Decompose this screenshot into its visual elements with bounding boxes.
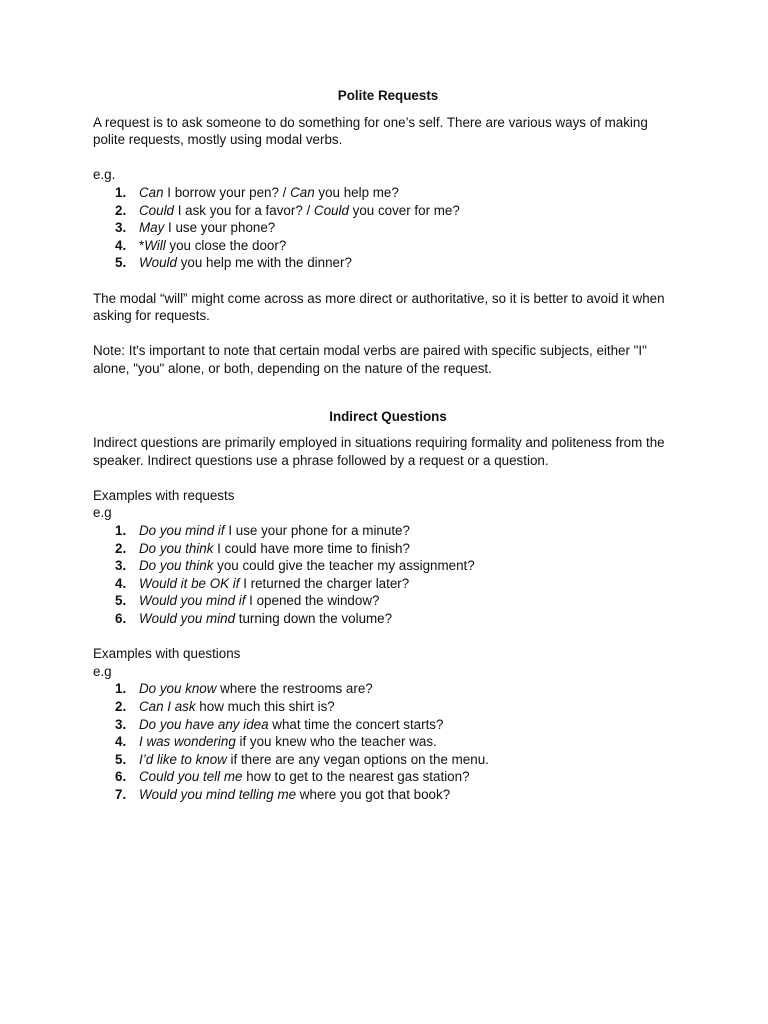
- lead-phrase: I was wondering: [139, 734, 236, 750]
- list-item: [115, 698, 683, 716]
- note-paragraph: Note: It's important to note that certain modal verbs are paired with specific subjects, either "I" alone, "you" alone, or both, depending on the nature of the request.: [93, 343, 647, 376]
- text-segment: I could have more time to finish?: [213, 540, 410, 556]
- list-item-text: [139, 575, 409, 593]
- list-item: [115, 733, 683, 751]
- questions-examples-list: [93, 680, 683, 803]
- list-number: 3.: [115, 220, 127, 236]
- polite-requests-list: [93, 184, 683, 272]
- list-item: [115, 610, 683, 628]
- lead-phrase: Can I ask: [139, 699, 196, 714]
- text-segment: what time the concert starts?: [268, 716, 444, 732]
- list-number: 1.: [115, 681, 127, 697]
- list-number: 4.: [115, 734, 127, 750]
- polite-requests-intro: A request is to ask someone to do something for one’s self. There are various ways of making polite requests, mostly using modal verbs.: [93, 114, 648, 148]
- list-item-text: [139, 768, 470, 786]
- list-number: 6.: [115, 611, 127, 627]
- text-segment: you close the door?: [165, 237, 287, 253]
- text-segment: if there are any vegan options on the menu.: [226, 751, 489, 767]
- list-item: [115, 557, 683, 575]
- list-item: [115, 592, 683, 610]
- lead-phrase: Do you have any idea: [139, 716, 269, 732]
- list-item: [115, 254, 683, 272]
- list-number: 1.: [115, 184, 127, 200]
- list-item: [115, 219, 683, 237]
- text-segment: you could give the teacher my assignment?: [213, 558, 475, 574]
- text-segment: if you knew who the teacher was.: [235, 734, 437, 750]
- modal-verb: Can: [290, 184, 315, 200]
- text-segment: where you got that book?: [296, 786, 451, 802]
- modal-verb: Would: [139, 255, 177, 271]
- list-number: 5.: [115, 255, 127, 271]
- lead-phrase: I’d like to know: [139, 751, 227, 767]
- text-segment: *: [139, 237, 145, 253]
- lead-phrase: Do you mind if: [139, 523, 225, 539]
- list-item-text: [139, 751, 489, 769]
- list-item: [115, 184, 683, 202]
- text-segment: how to get to the nearest gas station?: [242, 769, 470, 785]
- questions-eg-label: e.g: [93, 663, 112, 679]
- list-item-text: [139, 733, 437, 751]
- list-item-text: [139, 610, 392, 628]
- text-segment: I ask you for a favor? /: [174, 202, 314, 218]
- list-item: [115, 768, 683, 786]
- list-item: [115, 575, 683, 593]
- lead-phrase: Would it be OK if: [139, 575, 240, 591]
- list-item-text: [139, 540, 410, 558]
- modal-verb: May: [139, 220, 165, 236]
- modal-verb: Can: [139, 184, 164, 200]
- list-item-text: [139, 557, 475, 575]
- list-number: 6.: [115, 769, 127, 785]
- section-title-polite-requests: Polite Requests: [337, 88, 439, 103]
- list-item: [115, 680, 683, 698]
- list-item: [115, 202, 683, 220]
- list-number: 2.: [115, 699, 127, 714]
- list-item: [115, 522, 683, 540]
- text-segment: turning down the volume?: [235, 611, 393, 627]
- list-number: 7.: [115, 786, 127, 802]
- requests-label: Examples with requests: [93, 487, 235, 503]
- modal-verb: Will: [144, 237, 166, 253]
- lead-phrase: Could you tell me: [139, 769, 243, 785]
- list-number: 2.: [115, 202, 127, 218]
- text-segment: you help me with the dinner?: [176, 255, 352, 271]
- lead-phrase: Would you mind: [139, 611, 236, 627]
- list-number: 2.: [115, 540, 127, 556]
- lead-phrase: Would you mind telling me: [139, 786, 297, 802]
- modal-verb: Could: [313, 202, 349, 218]
- indirect-questions-intro: Indirect questions are primarily employed in situations requiring formality and politeness from the speaker. Indirect questions use a phrase followed by a request or a question.: [93, 435, 665, 468]
- list-item-text: [139, 184, 399, 202]
- list-item-text: [139, 522, 410, 540]
- list-number: 4.: [115, 575, 127, 591]
- list-number: 1.: [115, 523, 127, 539]
- lead-phrase: Would you mind if: [139, 593, 246, 609]
- list-item-text: [139, 680, 373, 698]
- list-item-text: [139, 698, 335, 716]
- text-segment: I borrow your pen? /: [163, 184, 291, 200]
- text-segment: I use your phone?: [164, 220, 276, 236]
- list-number: 4.: [115, 237, 127, 253]
- list-item-text: [139, 219, 275, 237]
- text-segment: how much this shirt is?: [195, 699, 335, 714]
- list-item-text: [139, 237, 286, 255]
- list-item: [115, 540, 683, 558]
- eg-label: e.g.: [93, 167, 116, 183]
- list-item-text: [139, 254, 352, 272]
- list-item-text: [139, 202, 460, 220]
- list-item-text: [139, 592, 379, 610]
- text-segment: I opened the window?: [245, 593, 380, 609]
- text-segment: you cover for me?: [348, 202, 460, 218]
- list-number: 5.: [115, 751, 127, 767]
- list-item-text: [139, 786, 450, 804]
- text-segment: I use your phone for a minute?: [224, 523, 410, 539]
- requests-examples-list: [93, 522, 683, 628]
- questions-label: Examples with questions: [93, 646, 241, 662]
- list-number: 5.: [115, 593, 127, 609]
- list-item: [115, 716, 683, 734]
- section-title-indirect-questions: Indirect Questions: [329, 408, 447, 424]
- list-number: 3.: [115, 716, 127, 732]
- text-segment: you help me?: [314, 184, 399, 200]
- modal-verb: Could: [139, 202, 174, 218]
- list-item: [115, 786, 683, 804]
- list-item: [115, 751, 683, 769]
- requests-eg-label: e.g: [93, 505, 112, 521]
- text-segment: where the restrooms are?: [216, 681, 373, 697]
- document-page: [93, 87, 683, 804]
- lead-phrase: Do you know: [139, 681, 217, 697]
- text-segment: I returned the charger later?: [239, 575, 410, 591]
- list-item: [115, 237, 683, 255]
- list-item-text: [139, 716, 443, 734]
- lead-phrase: Do you think: [139, 540, 214, 556]
- will-paragraph: The modal “will” might come across as more direct or authoritative, so it is better to avoid it when asking for requests.: [93, 290, 665, 324]
- list-number: 3.: [115, 558, 127, 574]
- lead-phrase: Do you think: [139, 558, 214, 574]
